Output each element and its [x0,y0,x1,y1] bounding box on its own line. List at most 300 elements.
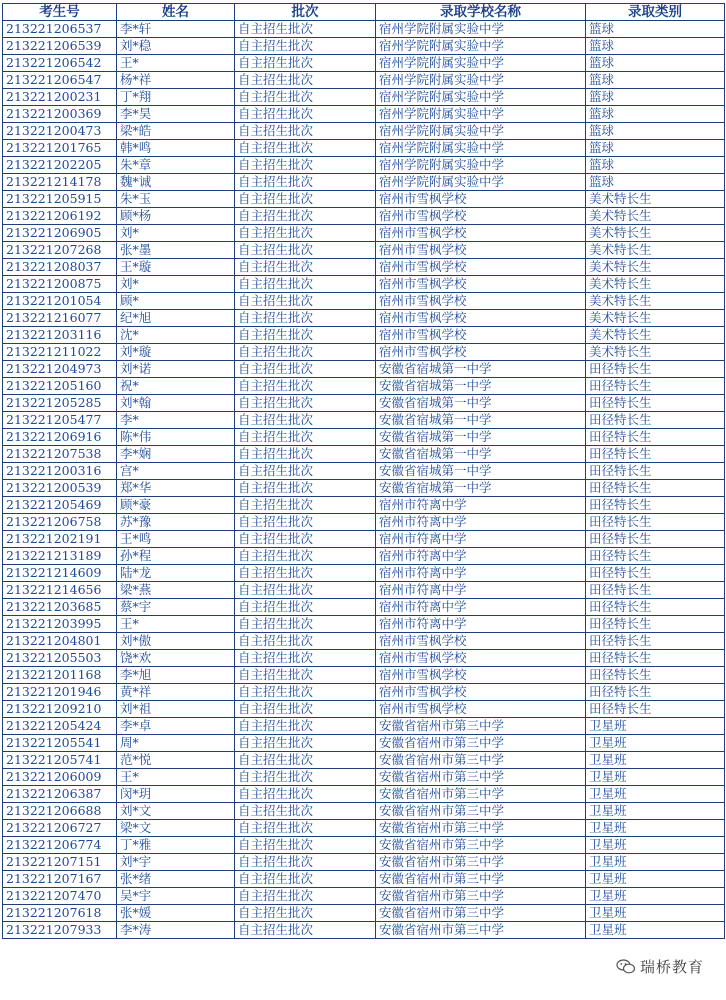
header-exam-id: 考生号 [3,4,117,21]
cell-school: 宿州市雪枫学校 [376,242,586,259]
cell-school: 安徽省宿州市第三中学 [376,888,586,905]
cell-batch: 自主招生批次 [235,871,376,888]
cell-category: 篮球 [586,38,725,55]
cell-school: 安徽省宿州市第三中学 [376,837,586,854]
cell-batch: 自主招生批次 [235,701,376,718]
cell-school: 宿州学院附属实验中学 [376,174,586,191]
cell-name: 刘*宇 [117,854,235,871]
cell-exam-id: 213221208037 [3,259,117,276]
cell-school: 宿州市符离中学 [376,514,586,531]
header-row [3,4,725,21]
cell-batch: 自主招生批次 [235,225,376,242]
cell-batch: 自主招生批次 [235,531,376,548]
cell-category: 美术特长生 [586,259,725,276]
header-batch: 批次 [235,4,376,21]
cell-category: 卫星班 [586,786,725,803]
cell-name: 李*轩 [117,21,235,38]
cell-exam-id: 213221205424 [3,718,117,735]
cell-name: 刘*翰 [117,395,235,412]
cell-category: 田径特长生 [586,650,725,667]
cell-batch: 自主招生批次 [235,667,376,684]
cell-school: 宿州市符离中学 [376,531,586,548]
cell-exam-id: 213221207933 [3,922,117,939]
cell-category: 卫星班 [586,820,725,837]
cell-category: 美术特长生 [586,276,725,293]
cell-exam-id: 213221214178 [3,174,117,191]
cell-batch: 自主招生批次 [235,514,376,531]
cell-exam-id: 213221205915 [3,191,117,208]
cell-batch: 自主招生批次 [235,72,376,89]
cell-name: 沈* [117,327,235,344]
cell-batch: 自主招生批次 [235,106,376,123]
cell-exam-id: 213221201946 [3,684,117,701]
cell-batch: 自主招生批次 [235,174,376,191]
cell-school: 宿州市雪枫学校 [376,701,586,718]
cell-school: 宿州学院附属实验中学 [376,106,586,123]
table-row [3,361,725,378]
cell-batch: 自主招生批次 [235,259,376,276]
cell-exam-id: 213221200369 [3,106,117,123]
table-row [3,497,725,514]
cell-category: 卫星班 [586,905,725,922]
table-row [3,514,725,531]
watermark-text: 瑞桥教育 [639,958,704,976]
cell-name: 李* [117,412,235,429]
table-row [3,718,725,735]
cell-name: 杨*祥 [117,72,235,89]
cell-school: 宿州市雪枫学校 [376,667,586,684]
table-row [3,259,725,276]
cell-batch: 自主招生批次 [235,378,376,395]
cell-batch: 自主招生批次 [235,633,376,650]
table-row [3,72,725,89]
cell-school: 安徽省宿州市第三中学 [376,769,586,786]
table-row [3,310,725,327]
cell-name: 刘*文 [117,803,235,820]
cell-exam-id: 213221200539 [3,480,117,497]
cell-batch: 自主招生批次 [235,361,376,378]
cell-exam-id: 213221206537 [3,21,117,38]
cell-category: 田径特长生 [586,412,725,429]
cell-school: 宿州市雪枫学校 [376,208,586,225]
cell-name: 纪*旭 [117,310,235,327]
cell-school: 宿州市雪枫学校 [376,191,586,208]
cell-category: 田径特长生 [586,446,725,463]
cell-category: 田径特长生 [586,582,725,599]
cell-batch: 自主招生批次 [235,599,376,616]
cell-category: 田径特长生 [586,497,725,514]
cell-batch: 自主招生批次 [235,803,376,820]
cell-name: 李*昊 [117,106,235,123]
cell-batch: 自主招生批次 [235,293,376,310]
cell-category: 篮球 [586,157,725,174]
cell-school: 宿州学院附属实验中学 [376,123,586,140]
cell-exam-id: 213221214656 [3,582,117,599]
cell-batch: 自主招生批次 [235,208,376,225]
cell-exam-id: 213221202205 [3,157,117,174]
cell-category: 美术特长生 [586,225,725,242]
cell-batch: 自主招生批次 [235,242,376,259]
cell-exam-id: 213221206727 [3,820,117,837]
cell-name: 闵*玥 [117,786,235,803]
cell-category: 卫星班 [586,735,725,752]
table-row [3,21,725,38]
cell-exam-id: 213221207151 [3,854,117,871]
cell-exam-id: 213221207167 [3,871,117,888]
cell-category: 田径特长生 [586,633,725,650]
cell-name: 刘*诺 [117,361,235,378]
wechat-icon [616,959,636,974]
cell-batch: 自主招生批次 [235,89,376,106]
cell-school: 安徽省宿州市第三中学 [376,803,586,820]
cell-category: 美术特长生 [586,208,725,225]
cell-name: 王*璇 [117,259,235,276]
cell-exam-id: 213221205285 [3,395,117,412]
cell-school: 安徽省宿城第一中学 [376,480,586,497]
cell-batch: 自主招生批次 [235,395,376,412]
cell-batch: 自主招生批次 [235,684,376,701]
table-row [3,565,725,582]
table-row [3,684,725,701]
table-row [3,633,725,650]
cell-batch: 自主招生批次 [235,480,376,497]
cell-batch: 自主招生批次 [235,888,376,905]
table-row [3,140,725,157]
cell-category: 美术特长生 [586,293,725,310]
cell-exam-id: 213221206688 [3,803,117,820]
cell-name: 李*旭 [117,667,235,684]
table-row [3,616,725,633]
cell-batch: 自主招生批次 [235,191,376,208]
cell-exam-id: 213221203116 [3,327,117,344]
cell-name: 刘* [117,225,235,242]
cell-exam-id: 213221201168 [3,667,117,684]
cell-exam-id: 213221206547 [3,72,117,89]
cell-school: 安徽省宿城第一中学 [376,395,586,412]
cell-exam-id: 213221206192 [3,208,117,225]
cell-batch: 自主招生批次 [235,412,376,429]
cell-school: 安徽省宿州市第三中学 [376,905,586,922]
cell-name: 陈*伟 [117,429,235,446]
cell-category: 卫星班 [586,769,725,786]
cell-name: 梁*燕 [117,582,235,599]
cell-exam-id: 213221206539 [3,38,117,55]
cell-exam-id: 213221216077 [3,310,117,327]
cell-batch: 自主招生批次 [235,344,376,361]
cell-exam-id: 213221202191 [3,531,117,548]
cell-batch: 自主招生批次 [235,123,376,140]
cell-category: 田径特长生 [586,599,725,616]
cell-category: 田径特长生 [586,616,725,633]
cell-name: 饶*欢 [117,650,235,667]
cell-school: 宿州学院附属实验中学 [376,157,586,174]
cell-school: 安徽省宿州市第三中学 [376,871,586,888]
table-row [3,293,725,310]
table-row [3,582,725,599]
cell-school: 安徽省宿城第一中学 [376,463,586,480]
table-row [3,769,725,786]
table-row [3,871,725,888]
cell-batch: 自主招生批次 [235,548,376,565]
cell-name: 朱*章 [117,157,235,174]
cell-category: 美术特长生 [586,344,725,361]
cell-school: 安徽省宿城第一中学 [376,361,586,378]
admission-table [2,3,725,939]
cell-school: 宿州市雪枫学校 [376,684,586,701]
cell-school: 宿州市雪枫学校 [376,225,586,242]
cell-name: 魏*诚 [117,174,235,191]
cell-school: 宿州学院附属实验中学 [376,38,586,55]
table-row [3,531,725,548]
cell-category: 田径特长生 [586,463,725,480]
cell-category: 田径特长生 [586,480,725,497]
cell-category: 田径特长生 [586,395,725,412]
cell-category: 篮球 [586,140,725,157]
cell-name: 张*墨 [117,242,235,259]
cell-category: 田径特长生 [586,378,725,395]
cell-exam-id: 213221207470 [3,888,117,905]
cell-school: 安徽省宿州市第三中学 [376,752,586,769]
header-name: 姓名 [117,4,235,21]
cell-name: 刘*傲 [117,633,235,650]
cell-exam-id: 213221204801 [3,633,117,650]
cell-exam-id: 213221200473 [3,123,117,140]
cell-exam-id: 213221201765 [3,140,117,157]
cell-exam-id: 213221214609 [3,565,117,582]
cell-school: 宿州学院附属实验中学 [376,140,586,157]
cell-name: 蔡*宇 [117,599,235,616]
cell-batch: 自主招生批次 [235,718,376,735]
cell-exam-id: 213221200875 [3,276,117,293]
cell-exam-id: 213221205160 [3,378,117,395]
cell-exam-id: 213221200316 [3,463,117,480]
cell-exam-id: 213221206009 [3,769,117,786]
cell-school: 宿州市雪枫学校 [376,344,586,361]
cell-category: 美术特长生 [586,327,725,344]
cell-category: 田径特长生 [586,548,725,565]
cell-exam-id: 213221206916 [3,429,117,446]
table-row [3,225,725,242]
table-row [3,735,725,752]
table-row [3,854,725,871]
cell-batch: 自主招生批次 [235,21,376,38]
cell-batch: 自主招生批次 [235,429,376,446]
cell-category: 卫星班 [586,803,725,820]
cell-name: 周* [117,735,235,752]
cell-category: 篮球 [586,72,725,89]
cell-name: 刘* [117,276,235,293]
cell-category: 篮球 [586,106,725,123]
cell-batch: 自主招生批次 [235,446,376,463]
cell-batch: 自主招生批次 [235,616,376,633]
table-row [3,837,725,854]
cell-name: 梁*皓 [117,123,235,140]
cell-batch: 自主招生批次 [235,650,376,667]
cell-name: 李*涛 [117,922,235,939]
table-row [3,344,725,361]
table-row [3,55,725,72]
cell-category: 田径特长生 [586,701,725,718]
cell-school: 宿州学院附属实验中学 [376,89,586,106]
cell-school: 安徽省宿州市第三中学 [376,718,586,735]
table-row [3,599,725,616]
table-row [3,905,725,922]
cell-school: 宿州市符离中学 [376,616,586,633]
cell-category: 篮球 [586,123,725,140]
cell-name: 祝* [117,378,235,395]
cell-name: 李*娴 [117,446,235,463]
cell-school: 安徽省宿城第一中学 [376,429,586,446]
table-row [3,463,725,480]
table-row [3,395,725,412]
cell-school: 宿州市雪枫学校 [376,293,586,310]
cell-batch: 自主招生批次 [235,38,376,55]
cell-category: 田径特长生 [586,667,725,684]
cell-exam-id: 213221203685 [3,599,117,616]
cell-category: 卫星班 [586,922,725,939]
cell-name: 刘*璇 [117,344,235,361]
table-row [3,106,725,123]
cell-exam-id: 213221206758 [3,514,117,531]
cell-category: 田径特长生 [586,565,725,582]
cell-name: 张*绪 [117,871,235,888]
table-row [3,191,725,208]
cell-exam-id: 213221205477 [3,412,117,429]
cell-exam-id: 213221205741 [3,752,117,769]
cell-name: 王* [117,55,235,72]
table-row [3,701,725,718]
cell-batch: 自主招生批次 [235,497,376,514]
cell-school: 宿州学院附属实验中学 [376,55,586,72]
table-row [3,38,725,55]
cell-exam-id: 213221207538 [3,446,117,463]
table-row [3,208,725,225]
cell-name: 丁*翔 [117,89,235,106]
cell-category: 卫星班 [586,718,725,735]
cell-school: 宿州市雪枫学校 [376,327,586,344]
header-category: 录取类别 [586,4,725,21]
table-row [3,429,725,446]
cell-exam-id: 213221206905 [3,225,117,242]
table-body [3,21,725,939]
cell-name: 王* [117,769,235,786]
cell-name: 孙*程 [117,548,235,565]
cell-exam-id: 213221205541 [3,735,117,752]
cell-category: 田径特长生 [586,531,725,548]
cell-name: 李*卓 [117,718,235,735]
cell-school: 安徽省宿州市第三中学 [376,820,586,837]
cell-batch: 自主招生批次 [235,854,376,871]
cell-exam-id: 213221205469 [3,497,117,514]
cell-batch: 自主招生批次 [235,310,376,327]
cell-exam-id: 213221204973 [3,361,117,378]
watermark [612,955,708,978]
cell-category: 美术特长生 [586,191,725,208]
cell-school: 宿州市符离中学 [376,599,586,616]
cell-school: 宿州市雪枫学校 [376,310,586,327]
cell-exam-id: 213221201054 [3,293,117,310]
table-row [3,922,725,939]
cell-category: 卫星班 [586,854,725,871]
cell-category: 篮球 [586,89,725,106]
cell-category: 卫星班 [586,871,725,888]
cell-batch: 自主招生批次 [235,769,376,786]
cell-name: 宫* [117,463,235,480]
cell-name: 张*媛 [117,905,235,922]
cell-name: 梁*文 [117,820,235,837]
cell-name: 刘*稳 [117,38,235,55]
cell-category: 篮球 [586,174,725,191]
cell-batch: 自主招生批次 [235,157,376,174]
table-row [3,803,725,820]
cell-exam-id: 213221206387 [3,786,117,803]
cell-batch: 自主招生批次 [235,820,376,837]
cell-school: 安徽省宿城第一中学 [376,378,586,395]
cell-school: 安徽省宿州市第三中学 [376,922,586,939]
cell-name: 苏*豫 [117,514,235,531]
cell-exam-id: 213221206542 [3,55,117,72]
cell-category: 篮球 [586,21,725,38]
cell-category: 田径特长生 [586,514,725,531]
cell-exam-id: 213221206774 [3,837,117,854]
cell-name: 黄*祥 [117,684,235,701]
cell-category: 田径特长生 [586,684,725,701]
cell-exam-id: 213221213189 [3,548,117,565]
cell-school: 宿州市符离中学 [376,582,586,599]
table-row [3,89,725,106]
cell-batch: 自主招生批次 [235,582,376,599]
cell-school: 安徽省宿城第一中学 [376,446,586,463]
table-row [3,752,725,769]
header-school: 录取学校名称 [376,4,586,21]
table-row [3,276,725,293]
cell-category: 篮球 [586,55,725,72]
cell-name: 范*悦 [117,752,235,769]
cell-name: 吴*宇 [117,888,235,905]
table-row [3,650,725,667]
cell-batch: 自主招生批次 [235,752,376,769]
cell-exam-id: 213221207618 [3,905,117,922]
cell-name: 王*鸣 [117,531,235,548]
cell-school: 安徽省宿城第一中学 [376,412,586,429]
cell-category: 卫星班 [586,888,725,905]
cell-category: 田径特长生 [586,361,725,378]
table-row [3,820,725,837]
cell-category: 美术特长生 [586,242,725,259]
cell-name: 顾*杨 [117,208,235,225]
cell-school: 安徽省宿州市第三中学 [376,854,586,871]
cell-category: 田径特长生 [586,429,725,446]
cell-name: 王* [117,616,235,633]
cell-batch: 自主招生批次 [235,786,376,803]
table-row [3,174,725,191]
cell-name: 顾*豪 [117,497,235,514]
table-row [3,548,725,565]
cell-batch: 自主招生批次 [235,327,376,344]
cell-exam-id: 213221207268 [3,242,117,259]
cell-category: 卫星班 [586,837,725,854]
table-row [3,480,725,497]
table-row [3,242,725,259]
cell-batch: 自主招生批次 [235,922,376,939]
table-row [3,446,725,463]
cell-category: 美术特长生 [586,310,725,327]
cell-batch: 自主招生批次 [235,140,376,157]
table-row [3,157,725,174]
cell-category: 卫星班 [586,752,725,769]
cell-exam-id: 213221203995 [3,616,117,633]
cell-school: 宿州市雪枫学校 [376,633,586,650]
